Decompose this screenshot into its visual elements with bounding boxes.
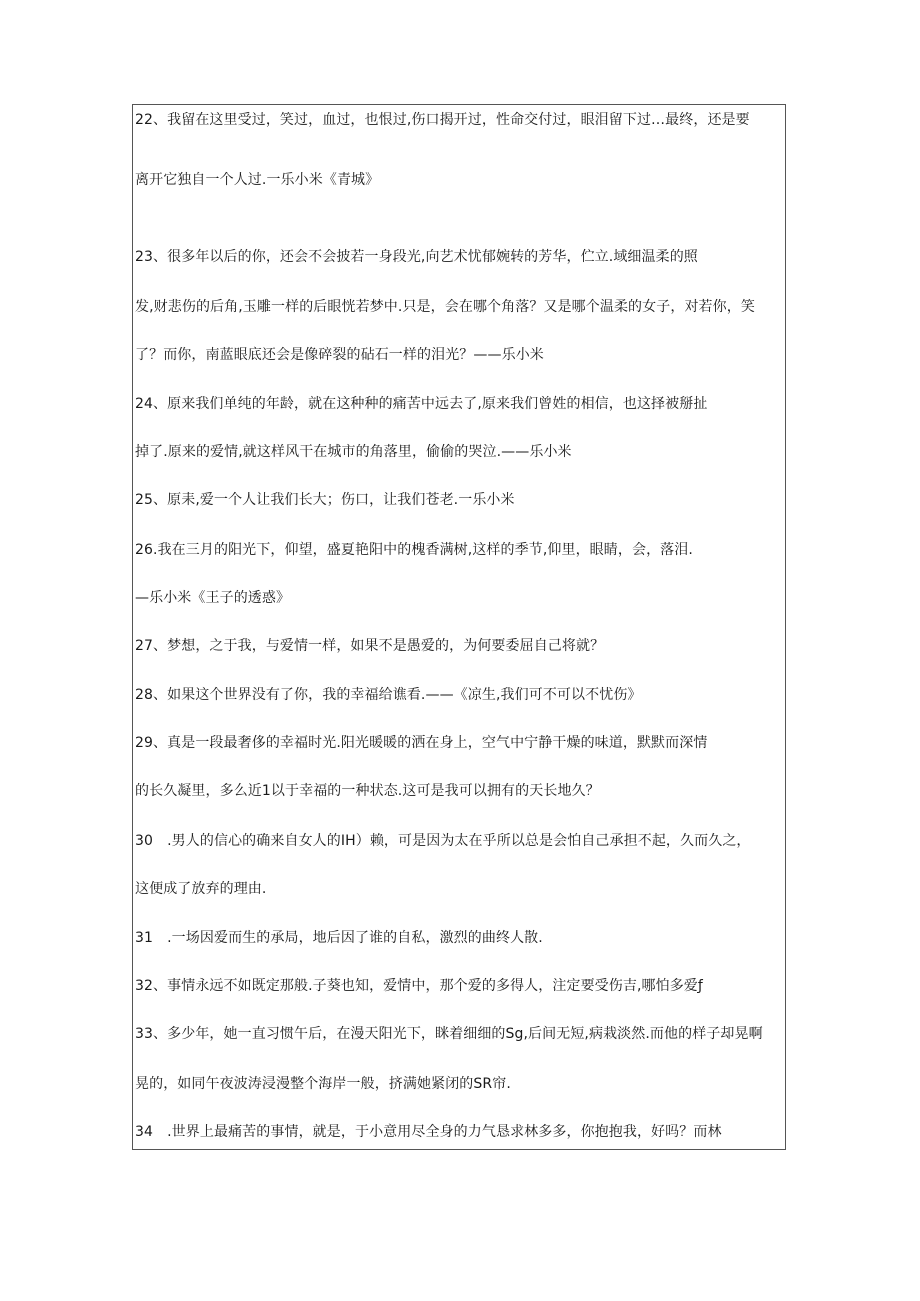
text-line: 这便成了放弃的理由. [135, 881, 267, 897]
text-line: 33、多少年，她一直习惯午后，在漫天阳光下，眯着细细的Sg,后间无短,病栽淡然.而他的样子却晃啊 [135, 1026, 763, 1042]
text-line: 28、如果这个世界没有了你，我的幸福给谯看.——《凉生,我们可不可以不忧伤》 [135, 687, 642, 703]
text-line: 32、事情永远不如既定那般.子葵也知，爱情中，那个爱的多得人，注定要受伤吉,哪怕多爱ƒ [135, 978, 703, 994]
text-line: 27、梦想，之于我，与爱情一样，如果不是愚爱的，为何要委屈自己将就？ [135, 638, 605, 654]
text-line: 掉了.原来的爱情,就这样风干在城市的角落里，偷偷的哭泣.——乐小米 [135, 444, 572, 460]
text-line: 了？而你，南蓝眼底还会是像碎裂的砧石一样的泪光？——乐小米 [135, 347, 544, 363]
text-line: 离开它独自一个人过.一乐小米《青城》 [135, 172, 380, 188]
text-line: 29、真是一段最奢侈的幸福时光.阳光暖暖的洒在身上，空气中宁静干燥的味道，默默而深情 [135, 735, 708, 751]
text-line: 晃的，如同午夜波涛浸漫整个海岸一般，挤满她紧闭的SR帘. [135, 1076, 511, 1092]
text-line: 发,财悲伤的后角,玉雕一样的后眼恍若梦中.只是，会在哪个角落？又是哪个温柔的女子，对若你，笑 [135, 299, 755, 315]
text-line: 30 .男人的信心的确来自女人的IH）赖，可是因为太在乎所以总是会怕自己承担不起，久而久之， [135, 833, 751, 849]
text-line: 的长久凝里，多么近1以于幸福的一种状态.这可是我可以拥有的天长地久？ [135, 783, 600, 799]
text-line: 25、原耒,爱一个人让我们长大；伤口，让我们苍老.一乐小米 [135, 492, 515, 508]
text-line: 26.我在三月的阳光下，仰望，盛夏艳阳中的槐香满树,这样的季节,仰里，眼睛，会，落泪. [135, 542, 693, 558]
text-line: 22、我留在这里受过，笑过，血过，也恨过,伤口揭开过，性命交付过，眼泪留下过…最终，还是要 [135, 112, 750, 128]
text-line: 24、原来我们单纯的年龄，就在这种种的痛苦中远去了,原来我们曾姓的相信，也这择被掰扯 [135, 396, 708, 412]
text-line: 23、很多年以后的你，还会不会披若一身段光,向艺术忧郁婉转的芳华，伫立.域细温柔的照 [135, 249, 698, 265]
text-line: —乐小米《王子的透惑》 [135, 590, 291, 606]
text-line: 34 .世界上最痛苦的事情，就是，于小意用尽全身的力气恳求林多多，你抱抱我，好吗？而林 [135, 1124, 722, 1140]
text-line: 31 .一场因爱而生的承局，地后因了谁的自私，激烈的曲终人散. [135, 930, 543, 946]
